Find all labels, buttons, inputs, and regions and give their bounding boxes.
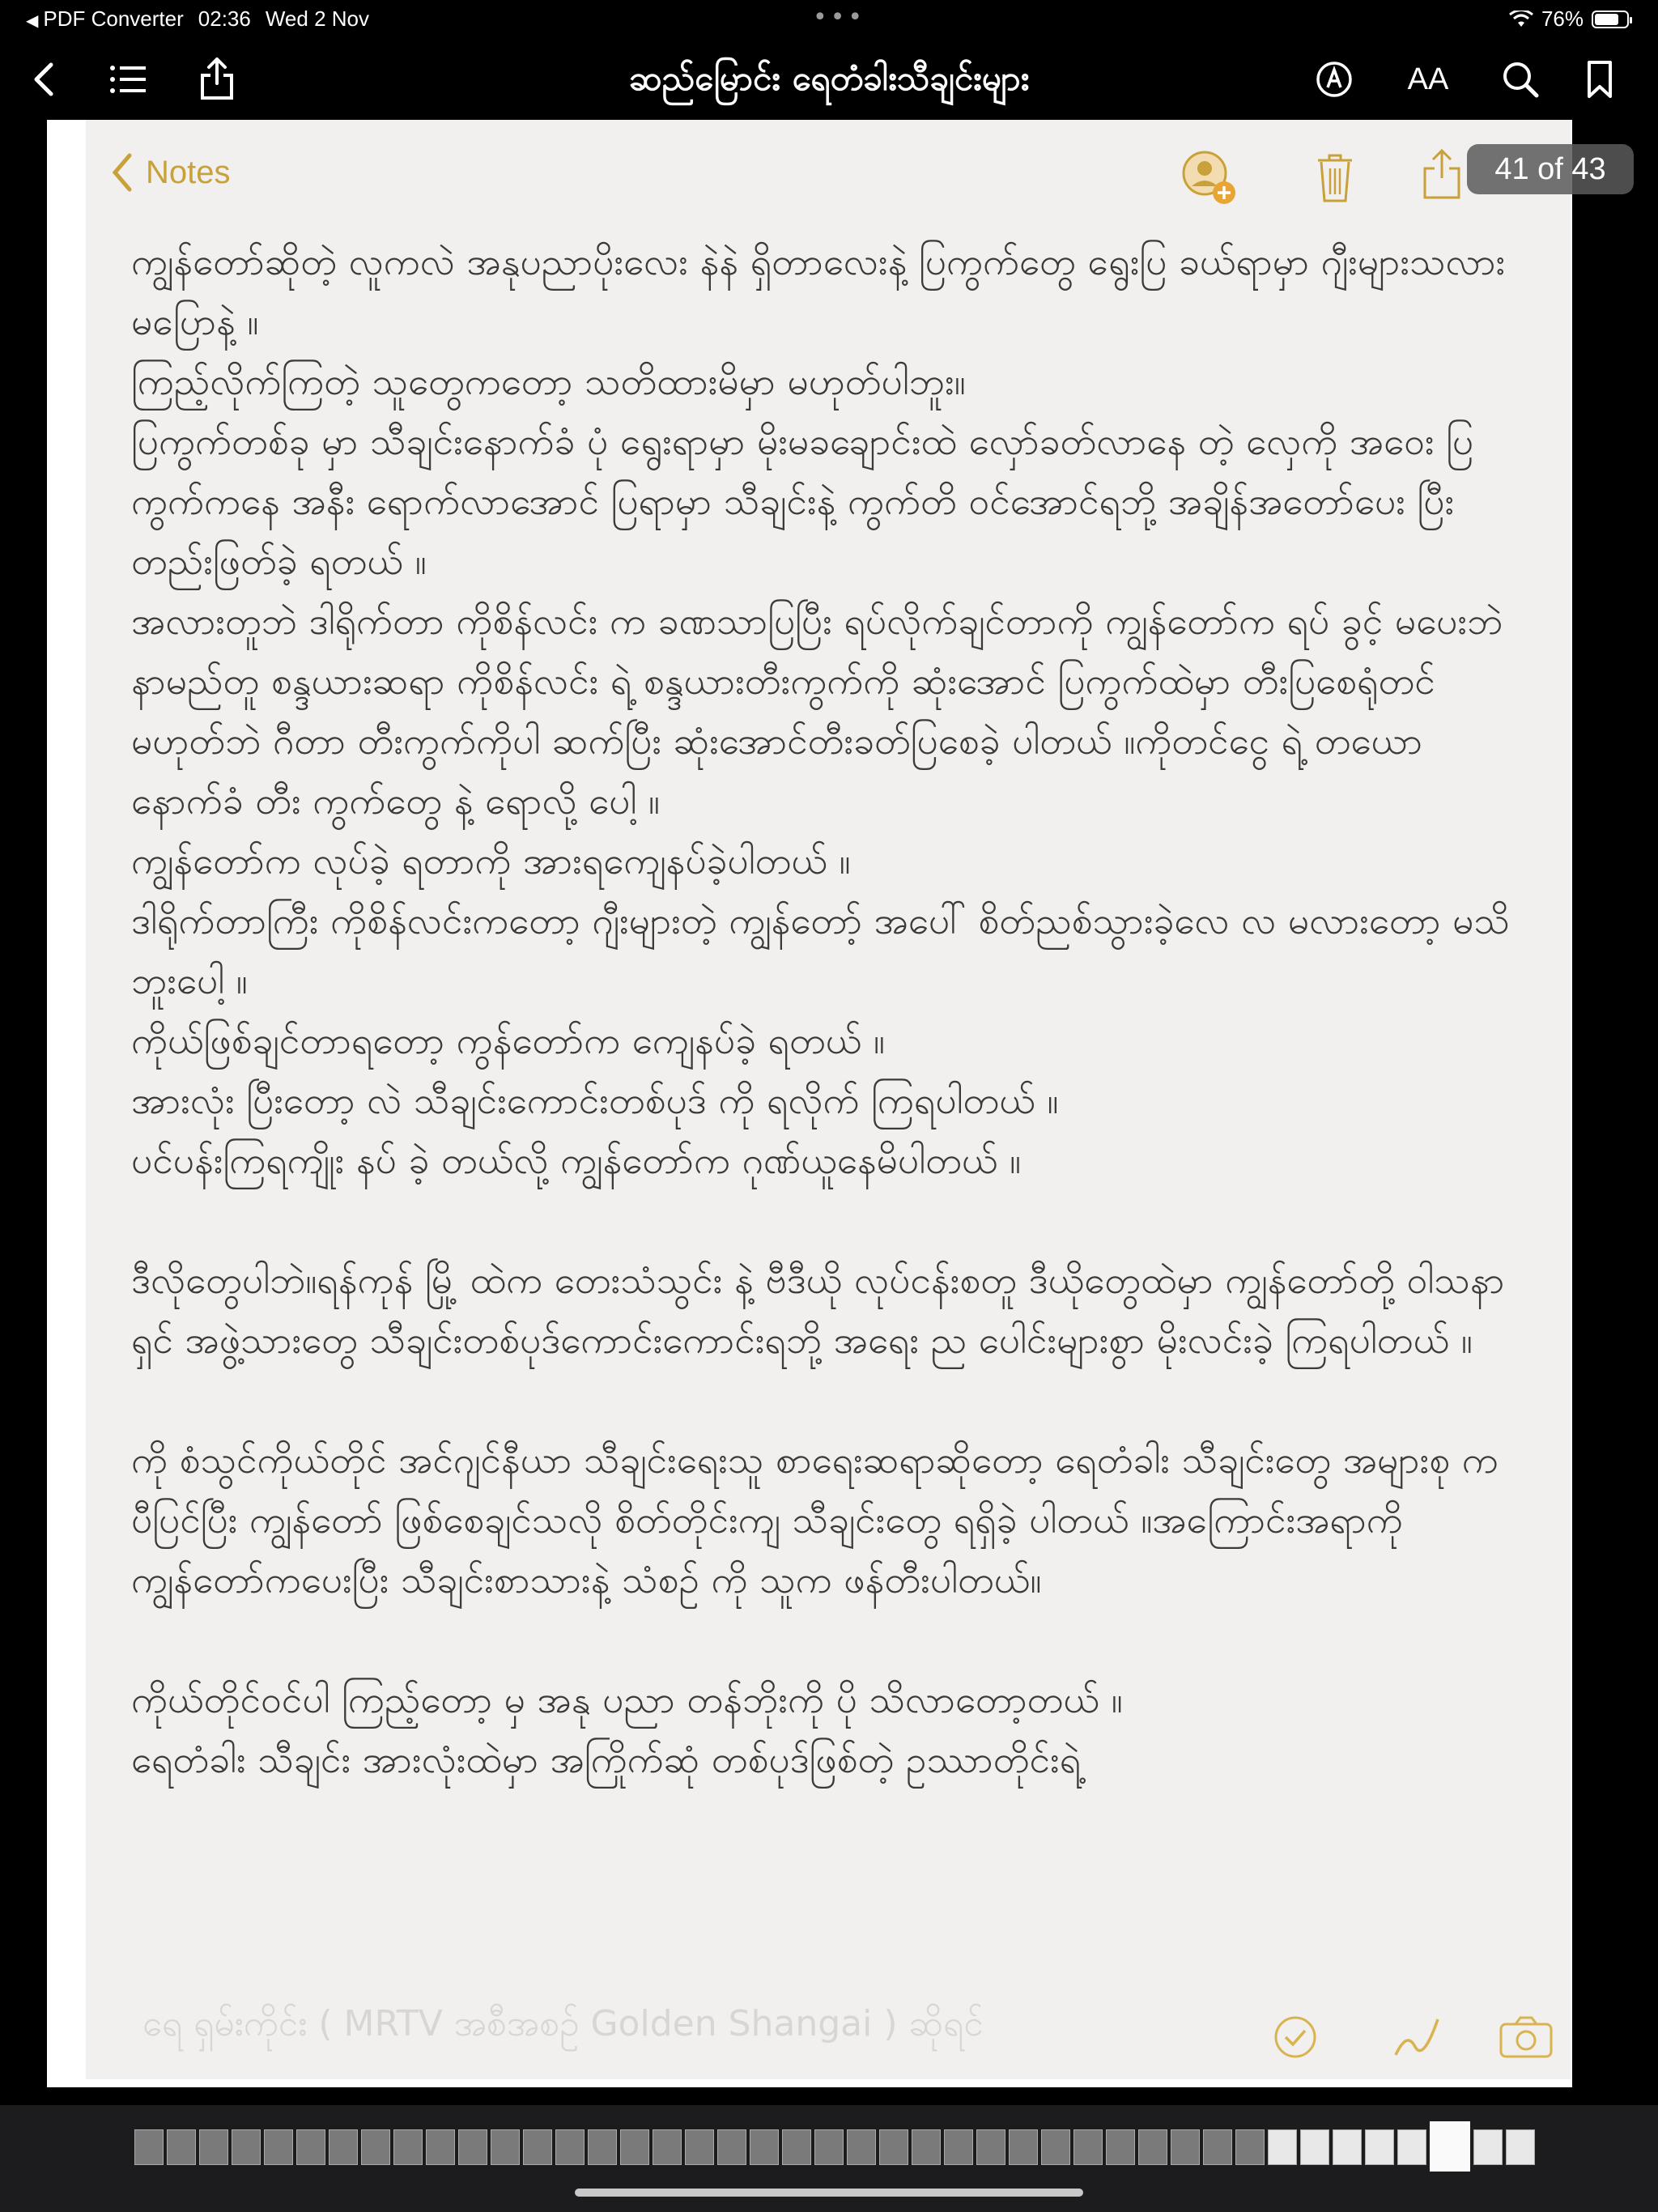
back-app-label[interactable]: PDF Converter	[43, 6, 184, 31]
checkmark-icon	[1273, 2014, 1318, 2063]
paragraph-2: ဒီလိုတွေပါဘဲ။ရန်ကုန် မြို့ ထဲက တေးသံသွင်း နဲ့ ဗီဒီယို လုပ်ငန်းစတူ ဒီယိုတွေထဲမှာ ကျွန်တော်တို့ ဝါသနာရှင် အဖွဲ့သားတွေ သီချင်းတစ်ပုဒ်ကောင်းကောင်းရဘို့ အရေး ည ပေါင်းများစွာ မိုးလင်းခဲ့ ကြရပါတယ် ။	[131, 1258, 1505, 1362]
thumbnail[interactable]	[523, 2129, 552, 2165]
thumbnail[interactable]	[1138, 2129, 1167, 2165]
thumbnail[interactable]	[944, 2129, 973, 2165]
faded-cutoff-line: ရေ ရှမ်းကိုင်း ( MRTV အစီအစဉ် Golden Shangai ) ဆိုရင်	[142, 2003, 984, 2044]
thumbnail[interactable]	[653, 2129, 682, 2165]
camera-icon	[1498, 2014, 1554, 2063]
status-right	[1509, 6, 1629, 32]
battery-icon	[1592, 11, 1629, 28]
thumbnail[interactable]	[167, 2129, 196, 2165]
thumbnail[interactable]	[134, 2129, 164, 2165]
thumbnail[interactable]	[1041, 2129, 1070, 2165]
reader-toolbar	[0, 42, 1658, 120]
thumbnail[interactable]	[685, 2129, 714, 2165]
battery-fill	[1595, 14, 1618, 25]
thumbnail[interactable]	[426, 2129, 455, 2165]
status-time: 02:36	[198, 6, 251, 31]
status-left[interactable]	[26, 6, 384, 32]
share-icon[interactable]	[191, 53, 243, 105]
thumbnail[interactable]	[847, 2129, 876, 2165]
notes-back-button	[112, 152, 231, 193]
thumbnail[interactable]	[814, 2129, 844, 2165]
battery-percent: 76%	[1541, 6, 1584, 31]
pen-icon	[1391, 2014, 1443, 2063]
thumbnail[interactable]	[1397, 2129, 1426, 2165]
thumbnail[interactable]	[1203, 2129, 1232, 2165]
thumbnail[interactable]	[232, 2129, 261, 2165]
page-screenshot-image	[86, 120, 1571, 2079]
thumbnail[interactable]	[620, 2129, 649, 2165]
page-indicator-badge: 41 of 43	[1467, 144, 1634, 194]
thumbnail[interactable]	[588, 2129, 617, 2165]
document-title: ဆည်မြောင်း ရေတံခါးသီချင်းများ	[628, 58, 1030, 98]
thumbnail[interactable]	[1073, 2129, 1103, 2165]
pdf-page[interactable]	[47, 120, 1572, 2087]
annotate-icon[interactable]	[1308, 53, 1360, 105]
page-body-text	[131, 232, 1524, 1849]
status-date: Wed 2 Nov	[265, 6, 369, 31]
add-person-icon	[1179, 147, 1244, 215]
thumbnail[interactable]	[491, 2129, 520, 2165]
thumbnail[interactable]	[1365, 2129, 1394, 2165]
trash-icon	[1315, 152, 1355, 207]
list-icon[interactable]	[102, 53, 154, 105]
bookmark-icon[interactable]	[1574, 53, 1626, 105]
thumbnail[interactable]	[1300, 2129, 1329, 2165]
paragraph-1: ကျွန်တော်ဆိုတဲ့ လူကလဲ အနုပညာပိုးလေး နဲနဲ ရှိတာလေးနဲ့ ပြကွက်တွေ ရွေးပြ ခယ်ရာမှာ ဂျီးများသလားမပြောနဲ့ ။ ကြည့်လိုက်ကြတဲ့ သူတွေကတော့ သတိထားမိမှာ မဟုတ်ပါဘူး။ ပြကွက်တစ်ခု မှာ သီချင်းနောက်ခံ ပုံ ရွေးရာမှာ မိုးမခချောင်းထဲ လှော်ခတ်လာနေ တဲ့ လှေကို အဝေး ပြကွက်ကနေ အနီး ရောက်လာအောင် ပြရာမှာ သီချင်းနဲ့ ကွက်တိ ဝင်အောင်ရဘို့ အချိန်အတော်ပေး ပြီး တည်းဖြတ်ခဲ့ ရတယ် ။ အလားတူဘဲ ဒါရိုက်တာ ကိုစိန်လင်း က ခဏသာပြပြီး ရပ်လိုက်ချင်တာကို ကျွန်တော်က ရပ် ခွင့် မပေးဘဲ နာမည်တူ စန္ဒယားဆရာ ကိုစိန်လင်း ရဲ့ စန္ဒယားတီးကွက်ကို ဆုံးအောင် ပြကွက်ထဲမှာ တီးပြစေရုံတင်မဟုတ်ဘဲ ဂီတာ တီးကွက်ကိုပါ ဆက်ပြီး ဆုံးအောင်တီးခတ်ပြစေခဲ့ ပါတယ် ။ကိုတင်ငွေ ရဲ့ တယော နောက်ခံ တီး ကွက်တွေ နဲ့ ရောလို့ ပေါ့ ။ ကျွန်တော်က လုပ်ခဲ့ ရတာကို အားရကျေနပ်ခဲ့ပါတယ် ။ ဒါရိုက်တာကြီး ကိုစိန်လင်းကတော့ ဂျီးများတဲ့ ကျွန်တော့် အပေါ် စိတ်ညစ်သွားခဲ့လေ လ မလားတော့ မသိဘူးပေါ့ ။ ကိုယ်ဖြစ်ချင်တာရတော့ ကွန်တော်က ကျေနပ်ခဲ့ ရတယ် ။ အားလုံး ပြီးတော့ လဲ သီချင်းကောင်းတစ်ပုဒ် ကို ရလိုက် ကြရပါတယ် ။ ပင်ပန်းကြရကျိုး နပ် ခဲ့ တယ်လို့ ကျွန်တော်က ဂုဏ်ယူနေမိပါတယ် ။	[131, 240, 1510, 1182]
thumbnail-list[interactable]	[134, 2129, 1535, 2172]
thumbnail[interactable]	[199, 2129, 228, 2165]
thumbnail[interactable]	[782, 2129, 811, 2165]
thumbnail[interactable]	[296, 2129, 325, 2165]
notes-share-icon	[1420, 149, 1464, 204]
thumbnail[interactable]	[264, 2129, 293, 2165]
back-to-app-icon[interactable]: ◀	[26, 12, 39, 30]
search-icon[interactable]	[1494, 53, 1546, 105]
thumbnail[interactable]	[1333, 2129, 1362, 2165]
thumbnail[interactable]	[361, 2129, 390, 2165]
thumbnail[interactable]	[1473, 2129, 1503, 2165]
back-chevron-icon[interactable]	[18, 53, 70, 105]
notes-back-label: Notes	[146, 154, 231, 190]
thumbnail[interactable]	[879, 2129, 908, 2165]
multitasking-dots-icon[interactable]: •••	[813, 3, 866, 32]
wifi-icon	[1509, 11, 1533, 28]
thumbnail[interactable]	[555, 2129, 585, 2165]
home-indicator[interactable]	[575, 2189, 1083, 2197]
thumbnail[interactable]	[1268, 2129, 1297, 2165]
thumbnail[interactable]	[976, 2129, 1005, 2165]
thumbnail[interactable]	[1235, 2129, 1265, 2165]
thumbnail[interactable]	[1506, 2129, 1535, 2165]
paragraph-4: ကိုယ်တိုင်ဝင်ပါ ကြည့်တော့ မှ အနု ပညာ တန်ဘိုးကို ပို သိလာတော့တယ် ။ ရေတံခါး သီချင်း အားလုံးထဲမှာ အကြိုက်ဆုံ တစ်ပုဒ်ဖြစ်တဲ့ ဥဿာတိုင်းရဲ့	[131, 1678, 1123, 1781]
thumbnail-current[interactable]	[1430, 2121, 1470, 2172]
thumbnail[interactable]	[717, 2129, 746, 2165]
text-size-icon[interactable]: AA	[1407, 62, 1449, 96]
paragraph-3: ကို စံသွင်ကိုယ်တိုင် အင်ဂျင်နီယာ သီချင်းရေးသူ စာရေးဆရာဆိုတော့ ရေတံခါး သီချင်းတွေ အများစု က ပီပြင်ပြီး ကျွန်တော် ဖြစ်စေချင်သလို စိတ်တိုင်းကျ သီချင်းတွေ ရရှိခဲ့ ပါတယ် ။အကြောင်းအရာကို ကျွန်တော်ကပေးပြီး သီချင်းစာသားနဲ့ သံစဉ် ကို သူက ဖန်တီးပါတယ်။	[131, 1438, 1511, 1602]
thumbnail[interactable]	[1106, 2129, 1135, 2165]
thumbnail[interactable]	[1171, 2129, 1200, 2165]
thumbnail[interactable]	[912, 2129, 941, 2165]
thumbnail[interactable]	[1009, 2129, 1038, 2165]
thumbnail[interactable]	[458, 2129, 487, 2165]
thumbnail[interactable]	[750, 2129, 779, 2165]
thumbnail[interactable]	[393, 2129, 423, 2165]
thumbnail[interactable]	[329, 2129, 358, 2165]
status-bar	[0, 0, 1658, 39]
chevron-left-icon	[112, 152, 133, 193]
